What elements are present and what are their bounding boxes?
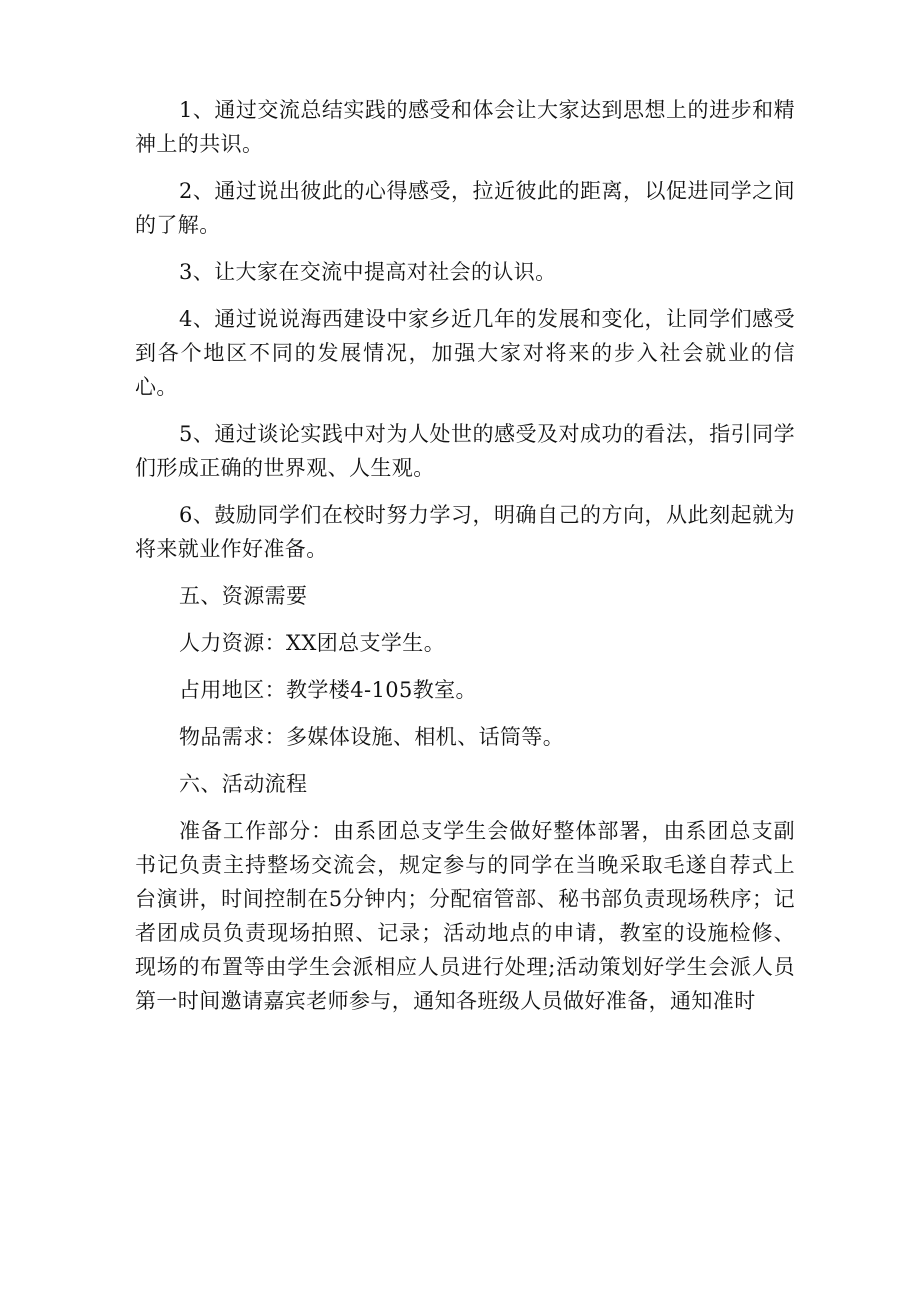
goal-item-4: 4、通过说说海西建设中家乡近几年的发展和变化，让同学们感受到各个地区不同的发展情况，加强大家对将来的步入社会就业的信心。 <box>135 307 795 399</box>
section-heading-resources: 五、资源需要 <box>179 584 308 608</box>
section-heading-process: 六、活动流程 <box>179 772 308 796</box>
goal-item-5: 5、通过谈论实践中对为人处世的感受及对成功的看法，指引同学们形成正确的世界观、人生观。 <box>135 422 795 480</box>
resource-location: 占用地区：教学楼4-105教室。 <box>179 678 477 702</box>
document-body <box>135 93 795 1031</box>
goal-item-3: 3、让大家在交流中提高对社会的认识。 <box>179 260 557 284</box>
goal-item-1: 1、通过交流总结实践的感受和体会让大家达到思想上的进步和精神上的共识。 <box>135 98 795 156</box>
resource-human: 人力资源：XX团总支学生。 <box>179 631 446 655</box>
goal-item-2: 2、通过说出彼此的心得感受，拉近彼此的距离，以促进同学之间的了解。 <box>135 179 795 237</box>
resource-items: 物品需求：多媒体设施、相机、话筒等。 <box>179 725 565 749</box>
preparation-paragraph: 准备工作部分：由系团总支学生会做好整体部署，由系团总支副书记负责主持整场交流会，规定参与的同学在当晚采取毛遂自荐式上台演讲，时间控制在5分钟内；分配宿管部、秘书部负责现场秩序；记者团成员负责现场拍照、记录；活动地点的申请，教室的设施检修、现场的布置等由学生会派相应人员进行处理;活动策划好学生会派人员第一时间邀请嘉宾老师参与，通知各班级人员做好准备，通知准时 <box>135 819 795 1013</box>
goal-item-6: 6、鼓励同学们在校时努力学习，明确自己的方向，从此刻起就为将来就业作好准备。 <box>135 503 795 561</box>
